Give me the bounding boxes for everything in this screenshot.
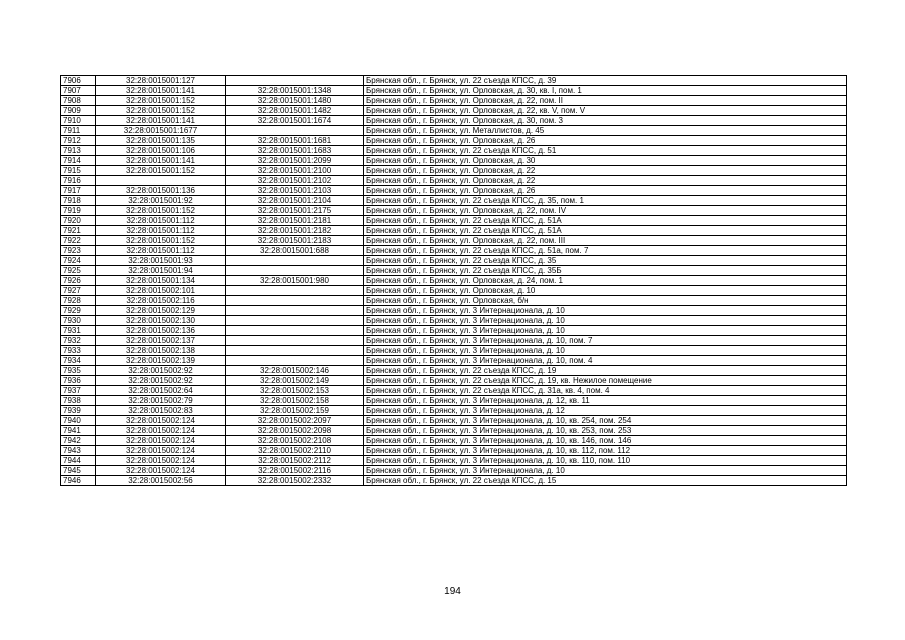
row-number-cell: 7944 <box>61 456 96 466</box>
object-number-cell: 32:28:0015001:2183 <box>226 236 364 246</box>
table-row <box>61 456 847 466</box>
row-number-cell: 7936 <box>61 376 96 386</box>
cadastral-block-cell: 32:28:0015001:94 <box>96 266 226 276</box>
cadastral-block-cell: 32:28:0015001:152 <box>96 96 226 106</box>
cadastral-block-cell: 32:28:0015001:127 <box>96 76 226 86</box>
object-number-cell: 32:28:0015002:2116 <box>226 466 364 476</box>
table-row <box>61 86 847 96</box>
table-row <box>61 266 847 276</box>
row-number-cell: 7907 <box>61 86 96 96</box>
table-row <box>61 196 847 206</box>
table-row <box>61 176 847 186</box>
object-number-cell: 32:28:0015001:1480 <box>226 96 364 106</box>
object-number-cell: 32:28:0015001:2104 <box>226 196 364 206</box>
row-number-cell: 7921 <box>61 226 96 236</box>
object-number-cell <box>226 306 364 316</box>
address-cell: Брянская обл., г. Брянск, ул. Орловская, д. 22, пом. III <box>364 236 847 246</box>
row-number-cell: 7924 <box>61 256 96 266</box>
object-number-cell: 32:28:0015002:158 <box>226 396 364 406</box>
table-row <box>61 396 847 406</box>
address-cell: Брянская обл., г. Брянск, ул. 22 съезда КПСС, д. 51А <box>364 226 847 236</box>
object-number-cell: 32:28:0015002:2108 <box>226 436 364 446</box>
table-row <box>61 286 847 296</box>
table-row <box>61 226 847 236</box>
cadastral-block-cell: 32:28:0015002:56 <box>96 476 226 486</box>
object-number-cell <box>226 326 364 336</box>
address-cell: Брянская обл., г. Брянск, ул. 22 съезда КПСС, д. 19 <box>364 366 847 376</box>
table-row <box>61 106 847 116</box>
object-number-cell: 32:28:0015001:1681 <box>226 136 364 146</box>
object-number-cell <box>226 346 364 356</box>
row-number-cell: 7914 <box>61 156 96 166</box>
address-cell: Брянская обл., г. Брянск, ул. Орловская, д. 22 <box>364 166 847 176</box>
object-number-cell: 32:28:0015001:1482 <box>226 106 364 116</box>
row-number-cell: 7916 <box>61 176 96 186</box>
registry-table-body <box>61 76 847 486</box>
address-cell: Брянская обл., г. Брянск, ул. 22 съезда КПСС, д. 35, пом. 1 <box>364 196 847 206</box>
row-number-cell: 7910 <box>61 116 96 126</box>
table-row <box>61 146 847 156</box>
row-number-cell: 7925 <box>61 266 96 276</box>
table-row <box>61 216 847 226</box>
object-number-cell <box>226 76 364 86</box>
row-number-cell: 7918 <box>61 196 96 206</box>
cadastral-block-cell: 32:28:0015001:135 <box>96 136 226 146</box>
address-cell: Брянская обл., г. Брянск, ул. 22 съезда КПСС, д. 51А <box>364 216 847 226</box>
table-row <box>61 136 847 146</box>
cadastral-block-cell: 32:28:0015001:152 <box>96 236 226 246</box>
address-cell: Брянская обл., г. Брянск, ул. Орловская, д. 22, пом. II <box>364 96 847 106</box>
address-cell: Брянская обл., г. Брянск, ул. 3 Интернационала, д. 10, кв. 146, пом. 146 <box>364 436 847 446</box>
row-number-cell: 7929 <box>61 306 96 316</box>
cadastral-block-cell: 32:28:0015002:124 <box>96 416 226 426</box>
address-cell: Брянская обл., г. Брянск, ул. 22 съезда КПСС, д. 51 <box>364 146 847 156</box>
table-row <box>61 316 847 326</box>
table-row <box>61 76 847 86</box>
address-cell: Брянская обл., г. Брянск, ул. Орловская, д. 30 <box>364 156 847 166</box>
page-number: 194 <box>444 586 461 597</box>
row-number-cell: 7920 <box>61 216 96 226</box>
object-number-cell: 32:28:0015001:688 <box>226 246 364 256</box>
row-number-cell: 7930 <box>61 316 96 326</box>
cadastral-block-cell: 32:28:0015002:124 <box>96 456 226 466</box>
cadastral-block-cell: 32:28:0015001:134 <box>96 276 226 286</box>
address-cell: Брянская обл., г. Брянск, ул. Орловская, д. 30, пом. 3 <box>364 116 847 126</box>
row-number-cell: 7912 <box>61 136 96 146</box>
address-cell: Брянская обл., г. Брянск, ул. Орловская, д. 22, пом. IV <box>364 206 847 216</box>
address-cell: Брянская обл., г. Брянск, ул. Орловская, д. 22, кв. V, пом. V <box>364 106 847 116</box>
table-row <box>61 466 847 476</box>
address-cell: Брянская обл., г. Брянск, ул. 22 съезда КПСС, д. 19, кв. Нежилое помещение <box>364 376 847 386</box>
cadastral-block-cell: 32:28:0015002:124 <box>96 446 226 456</box>
row-number-cell: 7931 <box>61 326 96 336</box>
cadastral-block-cell: 32:28:0015002:138 <box>96 346 226 356</box>
address-cell: Брянская обл., г. Брянск, ул. 3 Интернационала, д. 10, кв. 110, пом. 110 <box>364 456 847 466</box>
row-number-cell: 7932 <box>61 336 96 346</box>
object-number-cell: 32:28:0015001:1348 <box>226 86 364 96</box>
table-row <box>61 336 847 346</box>
object-number-cell <box>226 256 364 266</box>
table-row <box>61 426 847 436</box>
address-cell: Брянская обл., г. Брянск, ул. 3 Интернационала, д. 10, кв. 254, пом. 254 <box>364 416 847 426</box>
row-number-cell: 7942 <box>61 436 96 446</box>
row-number-cell: 7941 <box>61 426 96 436</box>
table-row <box>61 166 847 176</box>
row-number-cell: 7906 <box>61 76 96 86</box>
row-number-cell: 7923 <box>61 246 96 256</box>
cadastral-block-cell <box>96 176 226 186</box>
object-number-cell: 32:28:0015001:2099 <box>226 156 364 166</box>
table-row <box>61 296 847 306</box>
address-cell: Брянская обл., г. Брянск, ул. Орловская, д. 26 <box>364 186 847 196</box>
row-number-cell: 7919 <box>61 206 96 216</box>
cadastral-block-cell: 32:28:0015002:130 <box>96 316 226 326</box>
object-number-cell: 32:28:0015001:1674 <box>226 116 364 126</box>
cadastral-block-cell: 32:28:0015001:141 <box>96 116 226 126</box>
row-number-cell: 7911 <box>61 126 96 136</box>
object-number-cell <box>226 296 364 306</box>
table-row <box>61 206 847 216</box>
cadastral-block-cell: 32:28:0015001:106 <box>96 146 226 156</box>
cadastral-block-cell: 32:28:0015002:116 <box>96 296 226 306</box>
object-number-cell <box>226 316 364 326</box>
cadastral-block-cell: 32:28:0015002:129 <box>96 306 226 316</box>
row-number-cell: 7937 <box>61 386 96 396</box>
table-row <box>61 276 847 286</box>
row-number-cell: 7945 <box>61 466 96 476</box>
cadastral-block-cell: 32:28:0015001:152 <box>96 166 226 176</box>
cadastral-block-cell: 32:28:0015001:92 <box>96 196 226 206</box>
cadastral-block-cell: 32:28:0015001:152 <box>96 106 226 116</box>
cadastral-block-cell: 32:28:0015001:141 <box>96 156 226 166</box>
address-cell: Брянская обл., г. Брянск, ул. Металлистов, д. 45 <box>364 126 847 136</box>
table-row <box>61 186 847 196</box>
object-number-cell <box>226 356 364 366</box>
address-cell: Брянская обл., г. Брянск, ул. 22 съезда КПСС, д. 35 <box>364 256 847 266</box>
row-number-cell: 7933 <box>61 346 96 356</box>
row-number-cell: 7927 <box>61 286 96 296</box>
row-number-cell: 7943 <box>61 446 96 456</box>
row-number-cell: 7922 <box>61 236 96 246</box>
table-row <box>61 446 847 456</box>
address-cell: Брянская обл., г. Брянск, ул. 3 Интернационала, д. 10 <box>364 306 847 316</box>
address-cell: Брянская обл., г. Брянск, ул. 3 Интернационала, д. 10 <box>364 466 847 476</box>
object-number-cell: 32:28:0015002:2097 <box>226 416 364 426</box>
cadastral-block-cell: 32:28:0015002:124 <box>96 466 226 476</box>
row-number-cell: 7934 <box>61 356 96 366</box>
cadastral-block-cell: 32:28:0015001:141 <box>96 86 226 96</box>
object-number-cell: 32:28:0015002:146 <box>226 366 364 376</box>
address-cell: Брянская обл., г. Брянск, ул. 3 Интернационала, д. 10, кв. 253, пом. 253 <box>364 426 847 436</box>
table-row <box>61 326 847 336</box>
address-cell: Брянская обл., г. Брянск, ул. 22 съезда КПСС, д. 39 <box>364 76 847 86</box>
table-row <box>61 96 847 106</box>
table-row <box>61 356 847 366</box>
address-cell: Брянская обл., г. Брянск, ул. 3 Интернационала, д. 10, кв. 112, пом. 112 <box>364 446 847 456</box>
cadastral-block-cell: 32:28:0015001:93 <box>96 256 226 266</box>
cadastral-block-cell: 32:28:0015001:1677 <box>96 126 226 136</box>
cadastral-block-cell: 32:28:0015002:92 <box>96 376 226 386</box>
row-number-cell: 7939 <box>61 406 96 416</box>
address-cell: Брянская обл., г. Брянск, ул. Орловская, д. 10 <box>364 286 847 296</box>
cadastral-block-cell: 32:28:0015001:152 <box>96 206 226 216</box>
object-number-cell: 32:28:0015002:149 <box>226 376 364 386</box>
object-number-cell: 32:28:0015002:2110 <box>226 446 364 456</box>
table-row <box>61 406 847 416</box>
table-row <box>61 126 847 136</box>
object-number-cell: 32:28:0015001:2100 <box>226 166 364 176</box>
object-number-cell: 32:28:0015002:2112 <box>226 456 364 466</box>
address-cell: Брянская обл., г. Брянск, ул. 3 Интернационала, д. 12 <box>364 406 847 416</box>
cadastral-block-cell: 32:28:0015001:112 <box>96 226 226 236</box>
cadastral-block-cell: 32:28:0015002:136 <box>96 326 226 336</box>
address-cell: Брянская обл., г. Брянск, ул. 3 Интернационала, д. 10, пом. 4 <box>364 356 847 366</box>
address-cell: Брянская обл., г. Брянск, ул. 22 съезда КПСС, д. 31а, кв. 4, пом. 4 <box>364 386 847 396</box>
row-number-cell: 7928 <box>61 296 96 306</box>
table-row <box>61 386 847 396</box>
cadastral-block-cell: 32:28:0015001:136 <box>96 186 226 196</box>
row-number-cell: 7926 <box>61 276 96 286</box>
object-number-cell: 32:28:0015001:2182 <box>226 226 364 236</box>
object-number-cell: 32:28:0015001:2175 <box>226 206 364 216</box>
object-number-cell: 32:28:0015002:153 <box>226 386 364 396</box>
address-cell: Брянская обл., г. Брянск, ул. Орловская, д. 30, кв. I, пом. 1 <box>364 86 847 96</box>
address-cell: Брянская обл., г. Брянск, ул. Орловская, д. 24, пом. 1 <box>364 276 847 286</box>
row-number-cell: 7913 <box>61 146 96 156</box>
registry-table <box>60 75 847 486</box>
cadastral-block-cell: 32:28:0015002:83 <box>96 406 226 416</box>
table-row <box>61 156 847 166</box>
table-row <box>61 436 847 446</box>
cadastral-block-cell: 32:28:0015002:79 <box>96 396 226 406</box>
address-cell: Брянская обл., г. Брянск, ул. 22 съезда КПСС, д. 51а, пом. 7 <box>364 246 847 256</box>
cadastral-block-cell: 32:28:0015001:112 <box>96 216 226 226</box>
object-number-cell: 32:28:0015001:980 <box>226 276 364 286</box>
table-row <box>61 246 847 256</box>
address-cell: Брянская обл., г. Брянск, ул. 3 Интернационала, д. 10 <box>364 316 847 326</box>
address-cell: Брянская обл., г. Брянск, ул. 3 Интернационала, д. 10 <box>364 326 847 336</box>
table-row <box>61 116 847 126</box>
table-row <box>61 416 847 426</box>
cadastral-block-cell: 32:28:0015002:137 <box>96 336 226 346</box>
row-number-cell: 7938 <box>61 396 96 406</box>
address-cell: Брянская обл., г. Брянск, ул. 3 Интернационала, д. 10 <box>364 346 847 356</box>
address-cell: Брянская обл., г. Брянск, ул. Орловская, б/н <box>364 296 847 306</box>
row-number-cell: 7917 <box>61 186 96 196</box>
address-cell: Брянская обл., г. Брянск, ул. 3 Интернационала, д. 10, пом. 7 <box>364 336 847 346</box>
cadastral-block-cell: 32:28:0015002:124 <box>96 436 226 446</box>
object-number-cell: 32:28:0015001:1683 <box>226 146 364 156</box>
object-number-cell <box>226 336 364 346</box>
table-row <box>61 236 847 246</box>
table-row <box>61 256 847 266</box>
row-number-cell: 7946 <box>61 476 96 486</box>
table-row <box>61 346 847 356</box>
address-cell: Брянская обл., г. Брянск, ул. 22 съезда КПСС, д. 35Б <box>364 266 847 276</box>
object-number-cell <box>226 286 364 296</box>
address-cell: Брянская обл., г. Брянск, ул. 22 съезда КПСС, д. 15 <box>364 476 847 486</box>
table-row <box>61 376 847 386</box>
cadastral-block-cell: 32:28:0015002:64 <box>96 386 226 396</box>
object-number-cell: 32:28:0015001:2102 <box>226 176 364 186</box>
table-row <box>61 306 847 316</box>
object-number-cell: 32:28:0015002:159 <box>226 406 364 416</box>
object-number-cell: 32:28:0015001:2181 <box>226 216 364 226</box>
cadastral-block-cell: 32:28:0015002:101 <box>96 286 226 296</box>
address-cell: Брянская обл., г. Брянск, ул. 3 Интернационала, д. 12, кв. 11 <box>364 396 847 406</box>
address-cell: Брянская обл., г. Брянск, ул. Орловская, д. 26 <box>364 136 847 146</box>
row-number-cell: 7908 <box>61 96 96 106</box>
cadastral-block-cell: 32:28:0015002:139 <box>96 356 226 366</box>
object-number-cell <box>226 266 364 276</box>
object-number-cell <box>226 126 364 136</box>
table-row <box>61 476 847 486</box>
cadastral-block-cell: 32:28:0015002:124 <box>96 426 226 436</box>
table-row <box>61 366 847 376</box>
row-number-cell: 7935 <box>61 366 96 376</box>
address-cell: Брянская обл., г. Брянск, ул. Орловская, д. 22 <box>364 176 847 186</box>
row-number-cell: 7940 <box>61 416 96 426</box>
cadastral-block-cell: 32:28:0015002:92 <box>96 366 226 376</box>
cadastral-block-cell: 32:28:0015001:112 <box>96 246 226 256</box>
object-number-cell: 32:28:0015002:2098 <box>226 426 364 436</box>
object-number-cell: 32:28:0015002:2332 <box>226 476 364 486</box>
row-number-cell: 7915 <box>61 166 96 176</box>
object-number-cell: 32:28:0015001:2103 <box>226 186 364 196</box>
row-number-cell: 7909 <box>61 106 96 116</box>
